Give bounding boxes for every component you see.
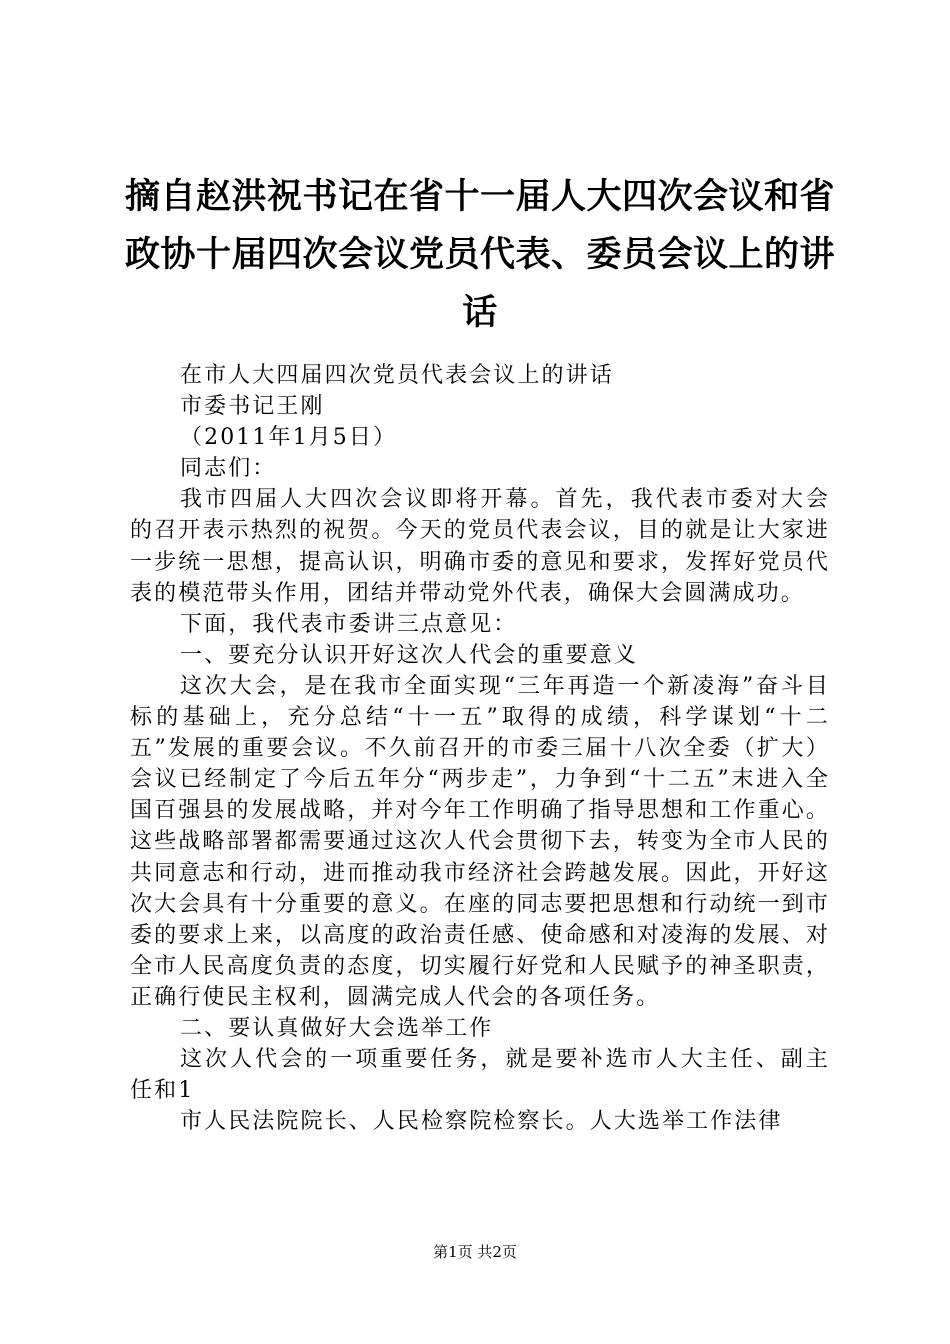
paragraph-opening: 我市四届人大四次会议即将开幕。首先，我代表市委对大会的召开表示热烈的祝贺。今天的党员代表会议，目的就是让大家进一步统一思想，提高认识，明确市委的意见和要求，发挥好党员代表的模范带头作用，团结并带动党外代表，确保大会圆满成功。 xyxy=(130,487,830,606)
paragraph-section-2: 这次人代会的一项重要任务，就是要补选市人大主任、副主任和1 xyxy=(130,1047,830,1104)
speaker-name: 市委书记王刚 xyxy=(180,394,325,420)
speech-date: （2011年1月5日） xyxy=(180,425,398,451)
document-body xyxy=(130,360,830,1137)
page-footer: 第1页 共2页 xyxy=(433,1243,517,1261)
paragraph-intro: 下面，我代表市委讲三点意见： xyxy=(180,611,518,637)
salutation: 同志们： xyxy=(180,456,277,482)
section-heading-2: 二、要认真做好大会选举工作 xyxy=(180,1015,494,1041)
section-heading-1: 一、要充分认识开好这次人代会的重要意义 xyxy=(180,642,638,668)
paragraph-section-2-continued: 市人民法院院长、人民检察院检察长。人大选举工作法律 xyxy=(180,1109,783,1135)
document-title: 摘自赵洪祝书记在省十一届人大四次会议和省政协十届四次会议党员代表、委员会议上的讲话 xyxy=(125,177,836,333)
paragraph-section-1: 这次大会，是在我市全面实现“三年再造一个新凌海”奋斗目标的基础上，充分总结“十一五”取得的成绩，科学谋划“十二五”发展的重要会议。不久前召开的市委三届十八次全委（扩大）会议已经制定了今后五年分“两步走”，力争到“十二五”末进入全国百强县的发展战略，并对今年工作明确了指导思想和工作重心。这些战略部署都需要通过这次人代会贯彻下去，转变为全市人民的共同意志和行动，进而推动我市经济社会跨越发展。因此，开好这次大会具有十分重要的意义。在座的同志要把思想和行动统一到市委的要求上来，以高度的政治责任感、使命感和对凌海的发展、对全市人民高度负责的态度，切实履行好党和人民赋予的神圣职责，正确行使民主权利，圆满完成人代会的各项任务。 xyxy=(130,673,830,1010)
speech-subtitle: 在市人大四届四次党员代表会议上的讲话 xyxy=(180,363,614,388)
